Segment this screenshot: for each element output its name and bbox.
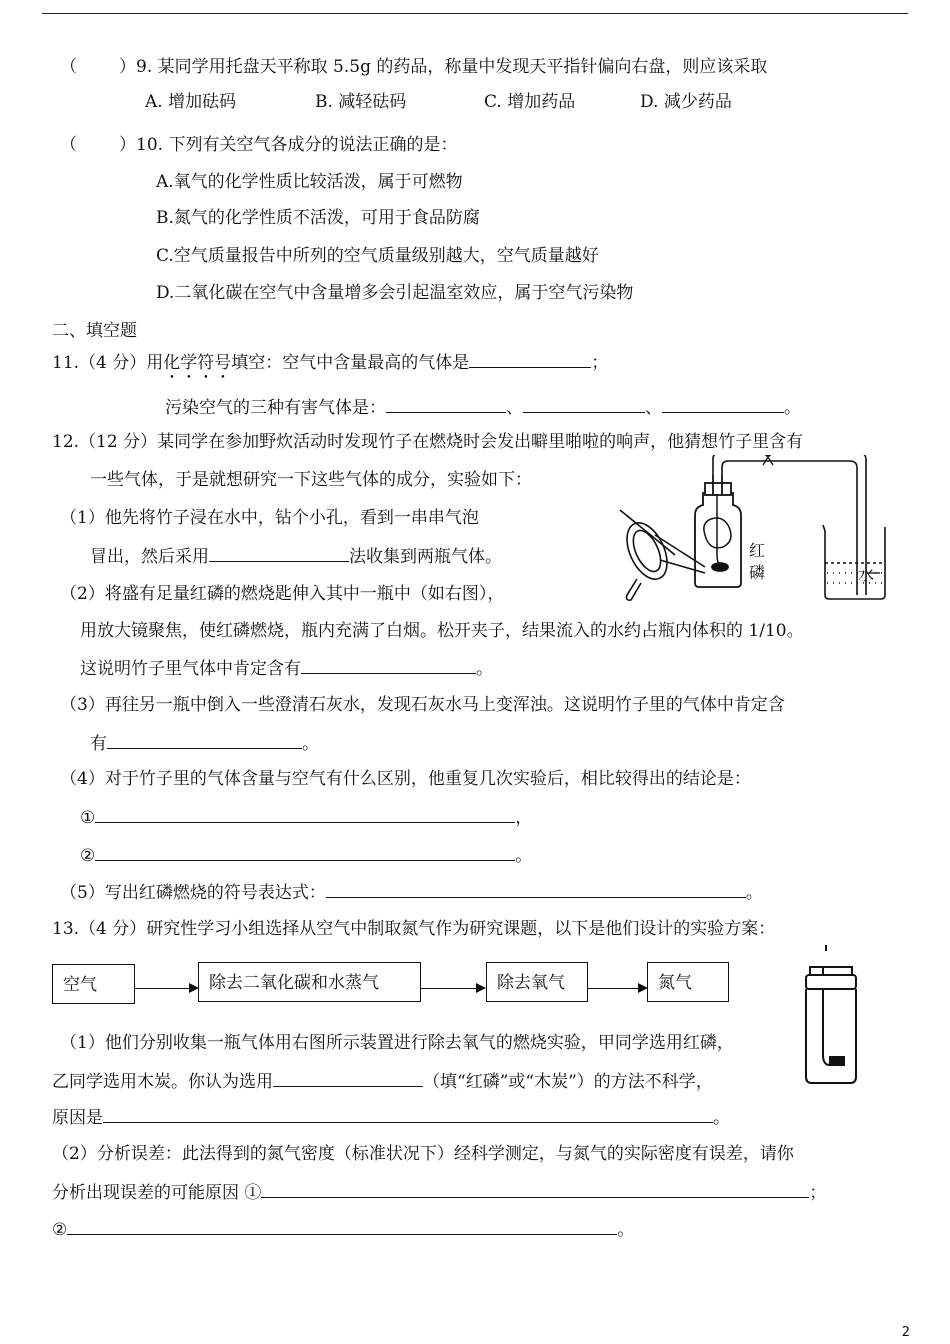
question-11-line2: [165, 396, 801, 419]
q10-option-a: A.氧气的化学性质比较活泼，属于可燃物: [156, 172, 463, 192]
q10-option-d: D.二氧化碳在空气中含量增多会引起温室效应，属于空气污染物: [156, 283, 634, 303]
question-12-intro-2: 一些气体，于是就想研究一下这些气体的成分，实验如下：: [90, 470, 532, 490]
q12-part2-line3: [80, 657, 493, 680]
q12-part2-line2: 用放大镜聚焦，使红磷燃烧，瓶内充满了白烟。松开夹子，结果流入的水约占瓶内体积的 1/10。: [80, 621, 804, 641]
q12-part2-line1: （2）将盛有足量红磷的燃烧匙伸入其中一瓶中（如右图），: [60, 584, 505, 604]
combustion-jar-figure: [796, 945, 866, 1090]
flow-step-air: 空气: [52, 964, 135, 1004]
question-11: [52, 351, 608, 383]
q12-p1-prefix: 冒出，然后采用: [90, 547, 209, 567]
q13-part1-line2: [52, 1070, 713, 1093]
q10-option-c: C.空气质量报告中所列的空气质量级别越大，空气质量越好: [156, 246, 599, 266]
question-9: [60, 56, 767, 78]
answer-blank[interactable]: [209, 545, 349, 562]
answer-blank[interactable]: [95, 806, 515, 823]
q12-part3-line1: （3）再往另一瓶中倒入一些澄清石灰水，发现石灰水马上变浑浊。这说明竹子里的气体中肯定含: [60, 695, 785, 715]
question-9-stem: 9. 某同学用托盘天平称取 5.5g 的药品，称量中发现天平指针偏向右盘，则应该采取: [136, 57, 768, 77]
phosphorus-label: 磷: [749, 563, 766, 582]
red-label: 红: [749, 541, 766, 560]
q12-p5-suffix: 。: [745, 883, 763, 903]
q13-p1-prefix: 乙同学选用木炭。你认为选用: [52, 1072, 273, 1092]
q13-p2c-suffix: 。: [617, 1220, 635, 1240]
flow-step-nitrogen: 氮气: [647, 962, 729, 1002]
answer-paren-open: （: [60, 57, 77, 77]
flow-step-remove-co2-water: 除去二氧化碳和水蒸气: [198, 962, 421, 1002]
q12-part3-line2: [90, 732, 319, 755]
q11-line2-prefix: 污染空气的三种有害气体是：: [165, 398, 386, 418]
flow-arrow: [421, 988, 484, 989]
q11-prefix: 11.（4 分）用: [52, 353, 164, 373]
separator: 、: [506, 398, 523, 418]
circle-2-marker: ②: [80, 846, 96, 866]
section-title: 二、填空题: [52, 321, 137, 341]
q12-c2-end: 。: [515, 846, 533, 866]
q12-part5: [60, 881, 763, 904]
q13-part1-line3: [52, 1106, 730, 1129]
q11-emphasis: 化学符号: [163, 353, 232, 373]
q12-part4: （4）对于竹子里的气体含量与空气有什么区别，他重复几次实验后，相比较得出的结论是：: [60, 769, 751, 789]
answer-blank[interactable]: [662, 396, 784, 413]
answer-blank[interactable]: [523, 396, 645, 413]
answer-blank[interactable]: [261, 1181, 809, 1198]
answer-blank[interactable]: [107, 732, 302, 749]
q12-c1-end: ，: [515, 808, 533, 828]
answer-paren-close: ）: [119, 57, 136, 77]
flow-arrow: [588, 988, 646, 989]
page-number: 2: [901, 1325, 910, 1340]
magnifying-glass-icon: [619, 510, 705, 600]
question-10-stem: 10. 下列有关空气各成分的说法正确的是：: [136, 135, 458, 155]
q13-p1-suffix: （填“红磷”或“木炭”）的方法不科学，: [423, 1072, 713, 1092]
q9-option-d: D. 减少药品: [640, 92, 732, 112]
separator: 、: [645, 398, 662, 418]
q13-p2b-prefix: 分析出现误差的可能原因 ①: [52, 1183, 262, 1203]
answer-paren-open: （: [60, 135, 77, 155]
answer-blank[interactable]: [273, 1070, 423, 1087]
q12-p3-prefix: 有: [90, 734, 107, 754]
gas-bottle-icon: [695, 475, 741, 587]
q13-p1c-prefix: 原因是: [52, 1108, 103, 1128]
q12-p2-suffix: 。: [476, 659, 493, 679]
q12-p3-suffix: 。: [302, 734, 319, 754]
top-rule: [42, 13, 908, 14]
question-12-intro: 12.（12 分）某同学在参加野炊活动时发现竹子在燃烧时会发出噼里啪啦的响声，他猜想竹子里含有: [52, 432, 804, 452]
q12-conclusion-2: [80, 844, 532, 867]
answer-blank[interactable]: [326, 881, 746, 898]
answer-blank[interactable]: [301, 657, 476, 674]
flow-step-remove-oxygen: 除去氧气: [486, 962, 588, 1002]
q9-option-b: B. 减轻砝码: [315, 92, 407, 112]
answer-blank[interactable]: [469, 351, 591, 368]
q13-p2b-suffix: ；: [809, 1183, 827, 1203]
circle-2-marker: ②: [52, 1220, 68, 1240]
question-10: [60, 134, 457, 156]
q13-part2-line1: （2）分析误差：此法得到的氮气密度（标准状况下）经科学测定，与氮气的实际密度有误差，请你: [52, 1144, 794, 1164]
q10-option-b: B.氮气的化学性质不活泼，可用于食品防腐: [156, 208, 480, 228]
flow-arrow: [135, 988, 197, 989]
circle-1-marker: ①: [80, 808, 96, 828]
answer-blank[interactable]: [95, 844, 515, 861]
q9-option-c: C. 增加药品: [484, 92, 576, 112]
q13-part2-line2: [52, 1181, 826, 1204]
q12-p5-prefix: （5）写出红磷燃烧的符号表达式：: [60, 883, 326, 903]
q11-line2-end: 。: [784, 398, 801, 418]
question-13-intro: 13.（4 分）研究性学习小组选择从空气中制取氮气作为研究课题，以下是他们设计的实验方案：: [52, 919, 776, 939]
answer-blank[interactable]: [103, 1106, 713, 1123]
q9-option-a: A. 增加砝码: [145, 92, 237, 112]
q11-text: 填空：空气中含量最高的气体是: [231, 353, 470, 373]
water-label: 水: [858, 565, 875, 584]
phosphorus-apparatus-figure: [605, 455, 890, 605]
q12-part1-line2: [90, 545, 502, 568]
beaker-icon: [823, 525, 885, 599]
answer-paren-close: ）: [119, 135, 136, 155]
q12-p2-prefix: 这说明竹子里气体中肯定含有: [80, 659, 301, 679]
q13-p1c-suffix: 。: [713, 1108, 730, 1128]
answer-blank[interactable]: [386, 396, 506, 413]
q12-part1-line1: （1）他先将竹子浸在水中，钻个小孔，看到一串串气泡: [60, 508, 479, 528]
q12-conclusion-1: [80, 806, 532, 829]
q11-end: ；: [591, 353, 609, 373]
q13-part1-line1: （1）他们分别收集一瓶气体用右图所示装置进行除去氧气的燃烧实验，甲同学选用红磷，: [60, 1033, 734, 1053]
answer-blank[interactable]: [67, 1218, 617, 1235]
q13-part2-line3: [52, 1218, 634, 1241]
delivery-tube-icon: [713, 455, 866, 595]
q12-p1-suffix: 法收集到两瓶气体。: [349, 547, 502, 567]
